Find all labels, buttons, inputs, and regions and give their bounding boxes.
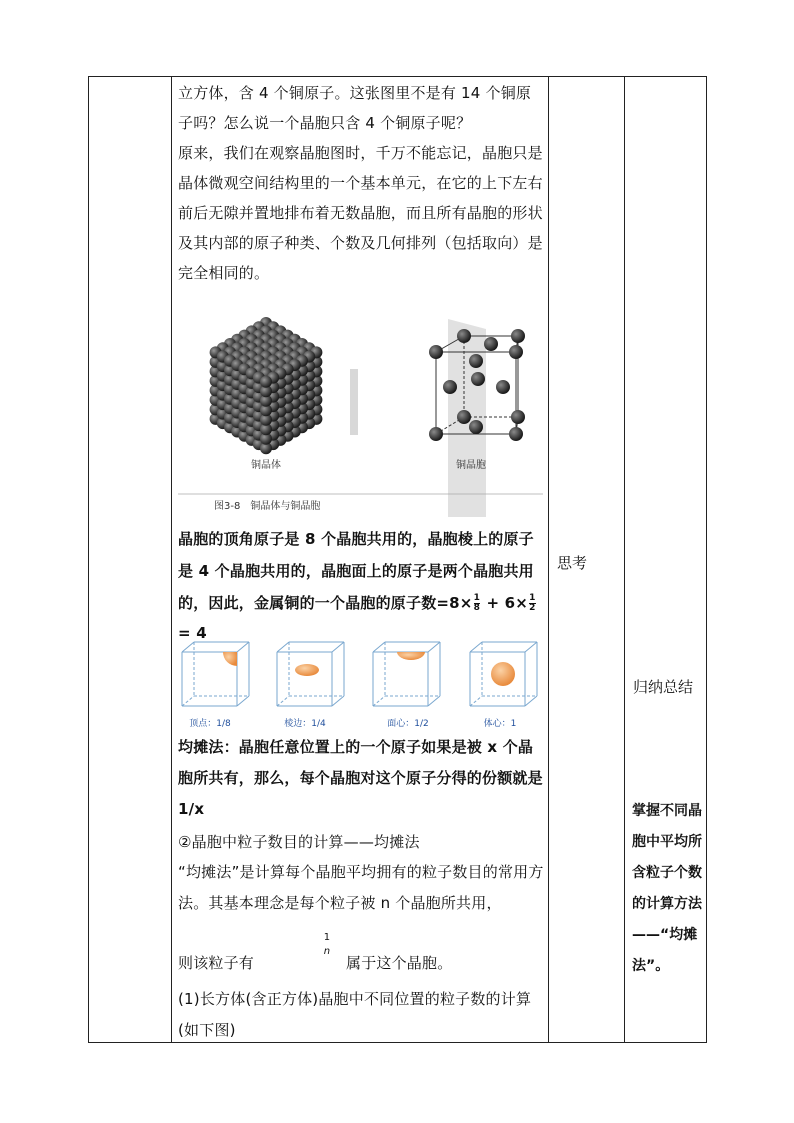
paragraph-fraction-line: [178, 932, 546, 988]
fraction-one-eighth: $\frac{1}{8}$: [473, 593, 481, 613]
result-text: = 4: [178, 624, 207, 642]
paragraph-cuboid-calculation: (1)长方体(含正方体)晶胞中不同位置的粒子数的计算(如下图): [178, 990, 532, 1039]
paragraph-sharing-line3: [178, 588, 546, 648]
shared-atom-portion: [295, 664, 319, 676]
shared-atom-portion: [491, 662, 515, 686]
cube-face: [373, 642, 440, 706]
activity-think: 思考: [557, 554, 588, 572]
cube-label-body: 体心：1: [483, 719, 517, 729]
column-divider: [548, 77, 549, 1042]
cube-edge: [277, 642, 344, 706]
paragraph-averaging-definition: 均摊法：晶胞任意位置上的一个原子如果是被 x 个晶胞所共有，那么，每个晶胞对这个原子分得的份额就是 1/x: [178, 738, 543, 818]
shared-atom-portion: [397, 652, 425, 660]
crystal-label: 铜晶体: [251, 460, 281, 471]
paragraph-intro: 立方体，含 4 个铜原子。这张图里不是有 14 个铜原子吗？怎么说一个晶胞只含 4 个铜原子呢？: [178, 84, 532, 132]
cube-vertex: [182, 642, 249, 706]
sharing-cubes-figure: [180, 640, 546, 730]
unit-cell-label: 铜晶胞: [456, 460, 486, 471]
paragraph-sharing-line2: 是 4 个晶胞共用的，晶胞面上的原子是两个晶胞共用: [178, 562, 534, 580]
fraction-one-half: $\frac{1}{2}$: [529, 593, 536, 613]
paragraph-explanation: 原来，我们在观察晶胞图时，千万不能忘记，晶胞只是晶体微观空间结构里的一个基本单元，在它的上下左右前后无隙并置地排布着无数晶胞，而且所有晶胞的形状及其内部的原子种类、个数及几何排列（包括取向）是完全相同的。: [178, 144, 543, 282]
figure-caption: 图3-8 铜晶体与铜晶胞: [214, 501, 321, 512]
cube-label-vertex: 顶点：1/8: [189, 719, 231, 729]
paragraph-section-heading: ②晶胞中粒子数目的计算——均摊法: [178, 833, 420, 851]
plus-text: + 6×: [481, 594, 529, 612]
cube-label-face: 面心：1/2: [387, 719, 429, 729]
paragraph-sharing-line1: 晶胞的顶角原子是 8 个晶胞共用的，晶胞棱上的原子: [178, 530, 534, 548]
column-divider: [171, 77, 172, 1042]
copper-crystal-figure: [178, 309, 546, 517]
shared-atom-portion: [223, 652, 237, 666]
fraction-1-over-n: 1 n: [323, 932, 331, 957]
paragraph-averaging-method: “均摊法”是计算每个晶胞平均拥有的粒子数目的常用方法。其基本理念是每个粒子被 n 个晶胞所共用，: [178, 863, 544, 912]
crystal-atom: [260, 376, 272, 388]
cube-label-edge: 棱边：1/4: [284, 719, 326, 729]
summary-objective: 掌握不同晶胞中平均所含粒子个数的计算方法——“均摊法”。: [632, 803, 702, 974]
column-divider: [624, 77, 625, 1042]
atom-count-text: 的，因此，金属铜的一个晶胞的原子数=8×: [178, 594, 473, 612]
summary-heading: 归纳总结: [633, 678, 694, 696]
cube-body: [470, 642, 537, 706]
fraction-line-suffix: 属于这个晶胞。: [346, 954, 453, 972]
fraction-line-prefix: 则该粒子有: [178, 954, 255, 972]
